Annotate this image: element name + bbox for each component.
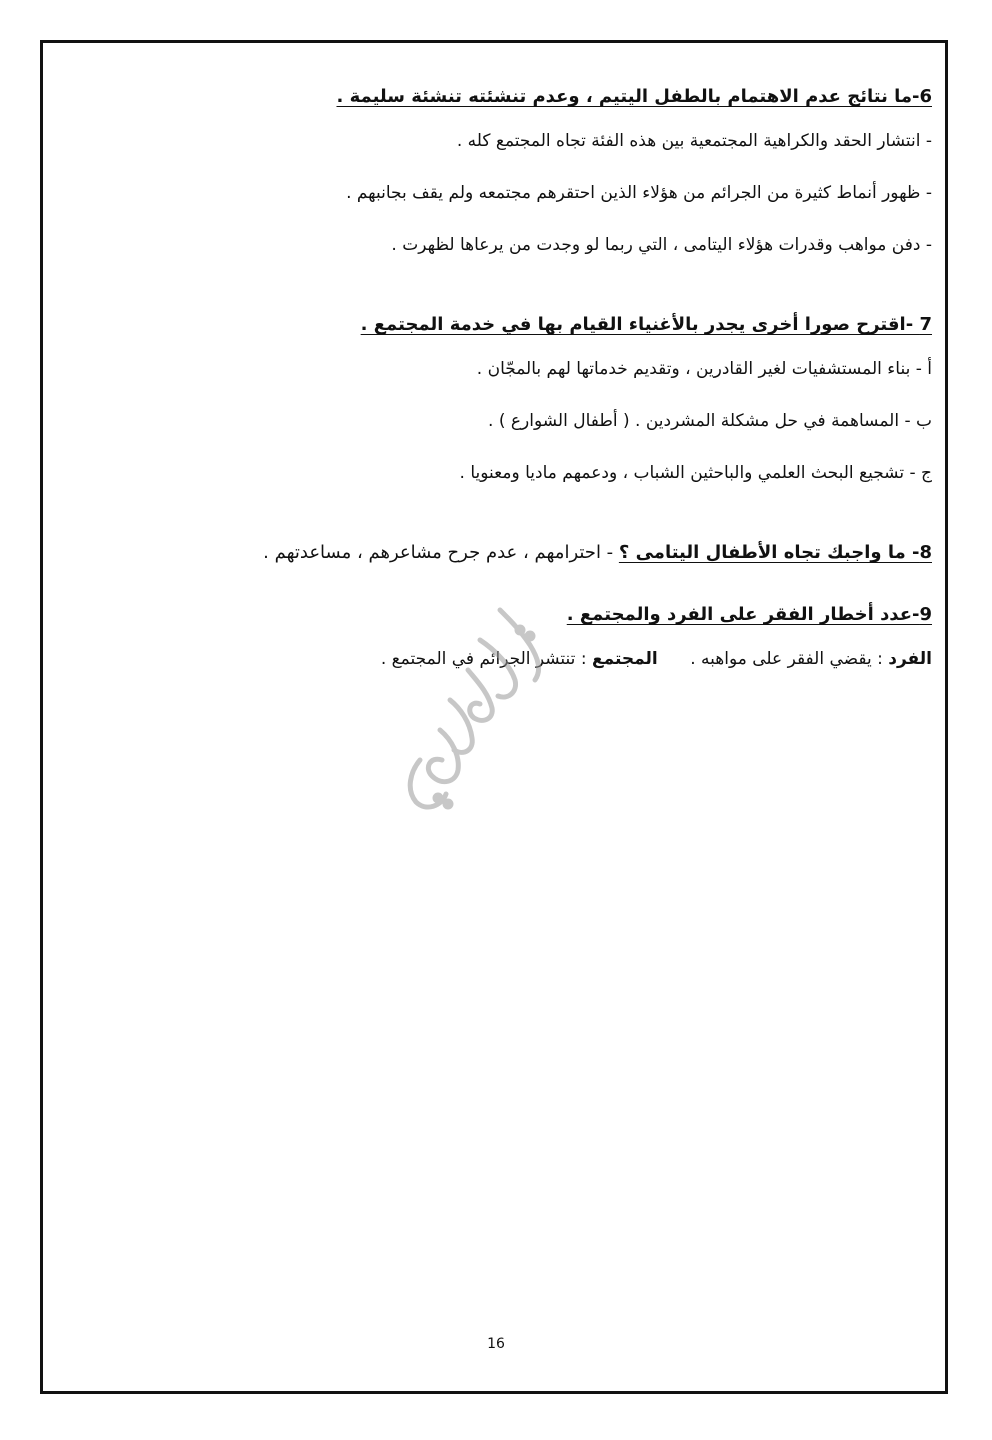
question-6-title bbox=[70, 80, 932, 114]
society-text: : تنتشر الجرائم في المجتمع . bbox=[380, 649, 592, 669]
question-6-answer-1: - انتشار الحقد والكراهية المجتمعية بين هذه الفئة تجاه المجتمع كله . bbox=[456, 131, 932, 151]
question-7-answer-2: ب - المساهمة في حل مشكلة المشردين . ( أطفال الشوارع ) . bbox=[488, 411, 932, 431]
question-9-text: 9-عدد أخطار الفقر على الفرد والمجتمع . bbox=[566, 604, 932, 625]
watermark-signature bbox=[380, 600, 580, 820]
society-label: المجتمع bbox=[591, 649, 658, 669]
question-8-text: 8- ما واجبك تجاه الأطفال اليتامى ؟ bbox=[618, 542, 932, 563]
question-8-line bbox=[70, 536, 932, 570]
page-number: 16 bbox=[487, 1336, 505, 1352]
individual-text: : يقضي الفقر على مواهبه . bbox=[690, 649, 889, 669]
question-7-text: 7 -اقترح صورا أخرى يجدر بالأغنياء القيام بها في خدمة المجتمع . bbox=[360, 314, 932, 335]
question-7-title bbox=[70, 308, 932, 342]
individual-label: الفرد bbox=[888, 649, 932, 669]
question-7-answer-3: ج - تشجيع البحث العلمي والباحثين الشباب ، ودعمهم ماديا ومعنويا . bbox=[459, 463, 932, 483]
question-7-answer-1: أ - بناء المستشفيات لغير القادرين ، وتقديم خدماتها لهم بالمجّان . bbox=[476, 359, 932, 379]
question-6-answer-2: - ظهور أنماط كثيرة من الجرائم من هؤلاء الذين احتقرهم مجتمعه ولم يقف بجانبهم . bbox=[346, 183, 932, 203]
question-6-text: 6-ما نتائج عدم الاهتمام بالطفل اليتيم ، وعدم تنشئته تنشئة سليمة . bbox=[336, 86, 932, 107]
question-6-answer-3: - دفن مواهب وقدرات هؤلاء اليتامى ، التي ربما لو وجدت من يرعاها لظهرت . bbox=[391, 235, 932, 255]
question-8-answer: - احترامهم ، عدم جرح مشاعرهم ، مساعدتهم . bbox=[263, 542, 619, 563]
